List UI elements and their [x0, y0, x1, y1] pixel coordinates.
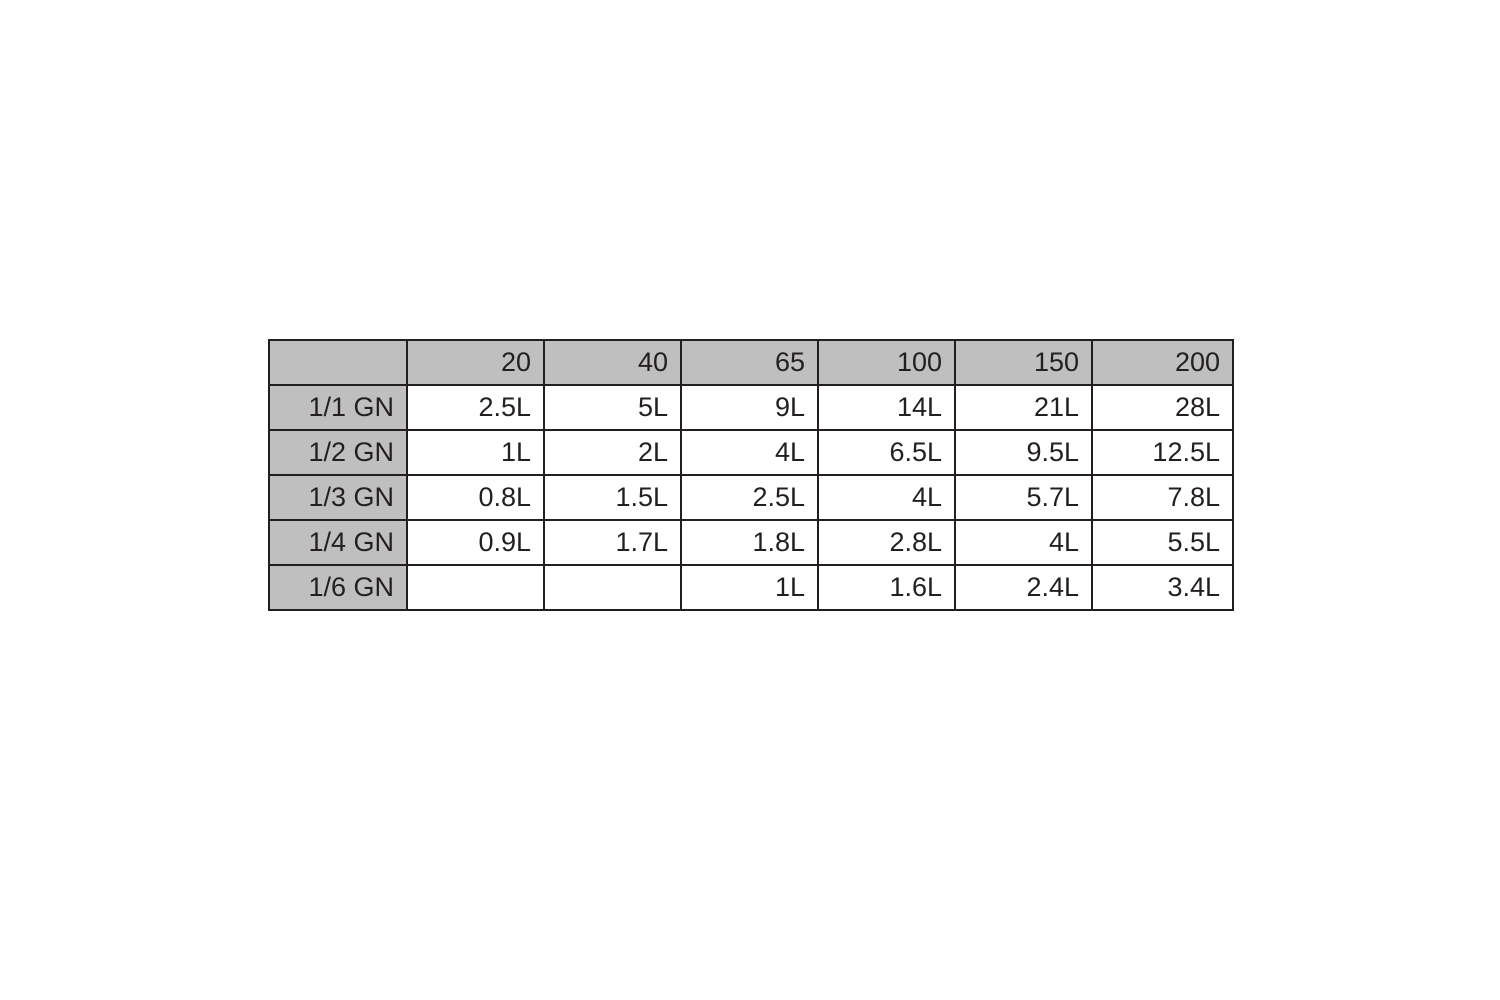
table-row	[269, 565, 1233, 610]
cell-1-2-gn-200: 12.5L	[1092, 430, 1233, 475]
cell-1-4-gn-40: 1.7L	[544, 520, 681, 565]
table-corner-cell	[269, 340, 407, 385]
row-header-1-4-gn: 1/4 GN	[269, 520, 407, 565]
cell-1-4-gn-100: 2.8L	[818, 520, 955, 565]
row-header-1-6-gn: 1/6 GN	[269, 565, 407, 610]
cell-1-1-gn-100: 14L	[818, 385, 955, 430]
column-header-150: 150	[955, 340, 1092, 385]
cell-1-3-gn-40: 1.5L	[544, 475, 681, 520]
cell-1-1-gn-65: 9L	[681, 385, 818, 430]
cell-1-4-gn-150: 4L	[955, 520, 1092, 565]
table-row	[269, 430, 1233, 475]
cell-1-2-gn-150: 9.5L	[955, 430, 1092, 475]
cell-1-2-gn-20: 1L	[407, 430, 544, 475]
cell-1-3-gn-100: 4L	[818, 475, 955, 520]
cell-1-6-gn-150: 2.4L	[955, 565, 1092, 610]
table-body	[269, 385, 1233, 610]
cell-1-4-gn-200: 5.5L	[1092, 520, 1233, 565]
row-header-1-2-gn: 1/2 GN	[269, 430, 407, 475]
column-header-65: 65	[681, 340, 818, 385]
cell-1-1-gn-200: 28L	[1092, 385, 1233, 430]
row-header-1-3-gn: 1/3 GN	[269, 475, 407, 520]
cell-1-3-gn-200: 7.8L	[1092, 475, 1233, 520]
row-header-1-1-gn: 1/1 GN	[269, 385, 407, 430]
column-header-200: 200	[1092, 340, 1233, 385]
column-header-100: 100	[818, 340, 955, 385]
gn-capacity-table-wrapper	[268, 339, 1232, 611]
table-row	[269, 520, 1233, 565]
cell-1-3-gn-65: 2.5L	[681, 475, 818, 520]
cell-1-1-gn-150: 21L	[955, 385, 1092, 430]
column-header-40: 40	[544, 340, 681, 385]
table-header	[269, 340, 1233, 385]
cell-1-6-gn-40	[544, 565, 681, 610]
gn-capacity-table	[268, 339, 1234, 611]
table-row	[269, 475, 1233, 520]
cell-1-3-gn-20: 0.8L	[407, 475, 544, 520]
cell-1-2-gn-65: 4L	[681, 430, 818, 475]
cell-1-1-gn-20: 2.5L	[407, 385, 544, 430]
cell-1-6-gn-65: 1L	[681, 565, 818, 610]
cell-1-6-gn-20	[407, 565, 544, 610]
cell-1-1-gn-40: 5L	[544, 385, 681, 430]
cell-1-2-gn-40: 2L	[544, 430, 681, 475]
cell-1-4-gn-20: 0.9L	[407, 520, 544, 565]
cell-1-6-gn-200: 3.4L	[1092, 565, 1233, 610]
cell-1-4-gn-65: 1.8L	[681, 520, 818, 565]
cell-1-3-gn-150: 5.7L	[955, 475, 1092, 520]
cell-1-6-gn-100: 1.6L	[818, 565, 955, 610]
table-row	[269, 385, 1233, 430]
table-header-row	[269, 340, 1233, 385]
cell-1-2-gn-100: 6.5L	[818, 430, 955, 475]
column-header-20: 20	[407, 340, 544, 385]
